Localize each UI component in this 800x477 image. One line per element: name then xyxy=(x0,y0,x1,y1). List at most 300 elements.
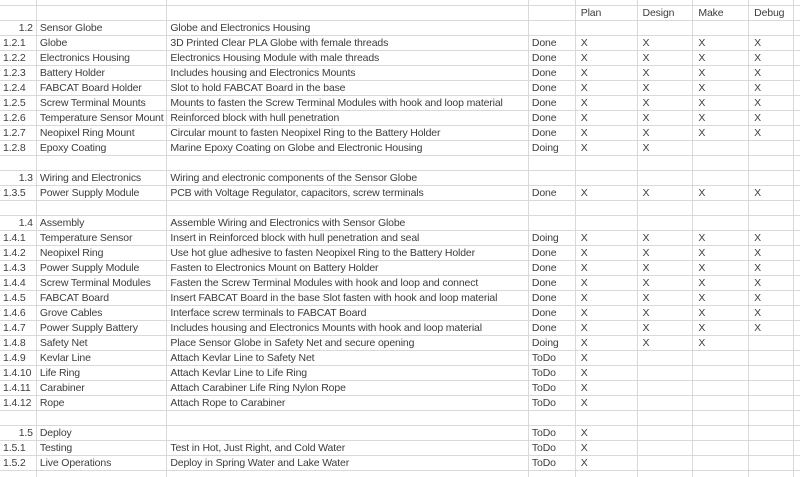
cell-description[interactable] xyxy=(167,411,529,426)
cell-design[interactable]: X xyxy=(638,66,694,81)
cell-description[interactable]: Insert FABCAT Board in the base Slot fasten with hook and loop material xyxy=(167,291,529,306)
cell-name[interactable]: Battery Holder xyxy=(37,66,168,81)
cell-description[interactable]: Interface screw terminals to FABCAT Board xyxy=(167,306,529,321)
cell-description[interactable] xyxy=(167,471,529,477)
cell-name[interactable]: Neopixel Ring xyxy=(37,246,168,261)
cell-debug[interactable]: X xyxy=(749,291,794,306)
cell-debug[interactable]: X xyxy=(749,261,794,276)
cell-status[interactable]: Doing xyxy=(529,336,576,351)
cell-name[interactable]: Sensor Globe xyxy=(37,21,168,36)
cell-name[interactable]: Kevlar Line xyxy=(37,351,168,366)
cell-filler xyxy=(794,21,800,36)
cell-description[interactable]: Attach Kevlar Line to Safety Net xyxy=(167,351,529,366)
sheet-row-1.4.7 xyxy=(0,321,800,336)
cell-name[interactable]: Life Ring xyxy=(37,366,168,381)
cell-name[interactable]: Wiring and Electronics xyxy=(37,171,168,186)
cell-design[interactable]: X xyxy=(638,261,694,276)
cell-filler xyxy=(794,396,800,411)
cell-status[interactable]: Done xyxy=(529,36,576,51)
sheet-body xyxy=(0,21,800,471)
cell-make[interactable] xyxy=(693,441,749,456)
cell-description[interactable] xyxy=(167,6,529,21)
cell-make[interactable] xyxy=(693,171,749,186)
cell-design[interactable]: X xyxy=(638,81,694,96)
cell-name[interactable] xyxy=(37,201,168,216)
cell-design[interactable]: X xyxy=(638,231,694,246)
cell-debug[interactable]: X xyxy=(749,306,794,321)
cell-plan[interactable]: X xyxy=(576,186,638,201)
cell-id[interactable]: 1.2 xyxy=(0,21,37,36)
sheet-row-1.5.1 xyxy=(0,441,800,456)
column-header-debug[interactable]: Debug xyxy=(749,6,794,21)
cell-name[interactable] xyxy=(37,471,168,477)
cell-description[interactable]: PCB with Voltage Regulator, capacitors, screw terminals xyxy=(167,186,529,201)
cell-make[interactable]: X xyxy=(693,81,749,96)
cell-name[interactable]: Deploy xyxy=(37,426,168,441)
cell-plan[interactable]: X xyxy=(576,426,638,441)
cell-design[interactable]: X xyxy=(638,291,694,306)
cell-filler xyxy=(794,6,800,21)
cell-filler xyxy=(794,186,800,201)
cell-make[interactable] xyxy=(693,351,749,366)
cell-status[interactable]: Done xyxy=(529,306,576,321)
cell-debug[interactable] xyxy=(749,426,794,441)
cell-id[interactable] xyxy=(0,6,37,21)
cell-design[interactable]: X xyxy=(638,36,694,51)
cell-plan[interactable]: X xyxy=(576,306,638,321)
cell-debug[interactable]: X xyxy=(749,276,794,291)
cell-filler xyxy=(794,276,800,291)
cell-description[interactable]: Place Sensor Globe in Safety Net and secure opening xyxy=(167,336,529,351)
cell-id[interactable]: 1.2.3 xyxy=(0,66,37,81)
cell-description[interactable] xyxy=(167,426,529,441)
cell-filler xyxy=(794,246,800,261)
cell-status[interactable] xyxy=(529,471,576,477)
cell-id[interactable]: 1.2.1 xyxy=(0,36,37,51)
cell-debug[interactable]: X xyxy=(749,36,794,51)
cell-id[interactable]: 1.2.2 xyxy=(0,51,37,66)
cell-name[interactable] xyxy=(37,6,168,21)
sheet-row-1.5 xyxy=(0,426,800,441)
sheet-row-1.2.6 xyxy=(0,111,800,126)
cell-status[interactable]: ToDo xyxy=(529,441,576,456)
cell-debug[interactable] xyxy=(749,441,794,456)
cell-make[interactable]: X xyxy=(693,306,749,321)
sheet-row-1.4.1 xyxy=(0,231,800,246)
cell-status[interactable]: Done xyxy=(529,246,576,261)
cell-plan[interactable]: X xyxy=(576,381,638,396)
cell-design[interactable] xyxy=(638,171,694,186)
cell-design[interactable] xyxy=(638,156,694,171)
cell-filler xyxy=(794,231,800,246)
cell-debug[interactable] xyxy=(749,381,794,396)
cell-make[interactable]: X xyxy=(693,66,749,81)
sheet-row-empty xyxy=(0,411,800,426)
cell-plan[interactable]: X xyxy=(576,321,638,336)
cell-filler xyxy=(794,111,800,126)
cell-id[interactable]: 1.4.11 xyxy=(0,381,37,396)
cell-id[interactable] xyxy=(0,156,37,171)
cell-design[interactable] xyxy=(638,351,694,366)
cell-status[interactable] xyxy=(529,216,576,231)
cell-status[interactable]: Done xyxy=(529,66,576,81)
cell-design[interactable] xyxy=(638,216,694,231)
partial-row-bottom xyxy=(0,471,800,477)
cell-make[interactable]: X xyxy=(693,111,749,126)
cell-make[interactable]: X xyxy=(693,36,749,51)
sheet-row-empty xyxy=(0,201,800,216)
sheet-row-1.2.8 xyxy=(0,141,800,156)
cell-description[interactable]: Assemble Wiring and Electronics with Sensor Globe xyxy=(167,216,529,231)
cell-id[interactable]: 1.2.8 xyxy=(0,141,37,156)
cell-debug[interactable]: X xyxy=(749,111,794,126)
cell-description[interactable]: 3D Printed Clear PLA Globe with female threads xyxy=(167,36,529,51)
cell-plan[interactable] xyxy=(576,156,638,171)
cell-design[interactable]: X xyxy=(638,306,694,321)
cell-id[interactable]: 1.4.6 xyxy=(0,306,37,321)
cell-debug[interactable] xyxy=(749,351,794,366)
cell-debug[interactable] xyxy=(749,171,794,186)
cell-description[interactable]: Slot to hold FABCAT Board in the base xyxy=(167,81,529,96)
cell-name[interactable]: Safety Net xyxy=(37,336,168,351)
cell-filler xyxy=(794,156,800,171)
cell-status[interactable]: Done xyxy=(529,81,576,96)
cell-name[interactable]: FABCAT Board xyxy=(37,291,168,306)
cell-debug[interactable] xyxy=(749,396,794,411)
cell-plan[interactable]: X xyxy=(576,81,638,96)
cell-id[interactable]: 1.5 xyxy=(0,426,37,441)
cell-design[interactable]: X xyxy=(638,246,694,261)
cell-description[interactable]: Attach Rope to Carabiner xyxy=(167,396,529,411)
cell-id[interactable]: 1.2.7 xyxy=(0,126,37,141)
cell-status[interactable]: Done xyxy=(529,111,576,126)
cell-make[interactable] xyxy=(693,456,749,471)
cell-name[interactable]: Electronics Housing xyxy=(37,51,168,66)
cell-id[interactable] xyxy=(0,471,37,477)
cell-description[interactable]: Includes housing and Electronics Mounts xyxy=(167,66,529,81)
cell-debug[interactable] xyxy=(749,366,794,381)
cell-status[interactable]: Done xyxy=(529,126,576,141)
cell-make[interactable]: X xyxy=(693,261,749,276)
cell-description[interactable]: Attach Kevlar Line to Life Ring xyxy=(167,366,529,381)
cell-plan[interactable]: X xyxy=(576,66,638,81)
cell-plan[interactable]: X xyxy=(576,141,638,156)
cell-description[interactable]: Circular mount to fasten Neopixel Ring to the Battery Holder xyxy=(167,126,529,141)
cell-design[interactable]: X xyxy=(638,126,694,141)
cell-make[interactable]: X xyxy=(693,51,749,66)
cell-filler xyxy=(794,216,800,231)
cell-status[interactable]: ToDo xyxy=(529,396,576,411)
cell-plan[interactable]: X xyxy=(576,51,638,66)
cell-make[interactable]: X xyxy=(693,96,749,111)
cell-make[interactable] xyxy=(693,396,749,411)
cell-debug[interactable]: X xyxy=(749,321,794,336)
cell-name[interactable]: Power Supply Battery xyxy=(37,321,168,336)
cell-debug[interactable]: X xyxy=(749,66,794,81)
cell-plan[interactable] xyxy=(576,21,638,36)
cell-plan[interactable] xyxy=(576,471,638,477)
cell-debug[interactable] xyxy=(749,141,794,156)
cell-status[interactable] xyxy=(529,21,576,36)
cell-plan[interactable]: X xyxy=(576,441,638,456)
cell-filler xyxy=(794,96,800,111)
cell-id[interactable]: 1.4.10 xyxy=(0,366,37,381)
cell-design[interactable] xyxy=(638,21,694,36)
cell-plan[interactable] xyxy=(576,201,638,216)
cell-status[interactable]: Done xyxy=(529,186,576,201)
cell-design[interactable]: X xyxy=(638,186,694,201)
cell-design[interactable]: X xyxy=(638,336,694,351)
cell-plan[interactable]: X xyxy=(576,336,638,351)
cell-make[interactable] xyxy=(693,156,749,171)
cell-status[interactable] xyxy=(529,411,576,426)
sheet-row-1.2.2 xyxy=(0,51,800,66)
cell-debug[interactable]: X xyxy=(749,246,794,261)
cell-debug[interactable] xyxy=(749,201,794,216)
cell-make[interactable] xyxy=(693,426,749,441)
cell-filler xyxy=(794,141,800,156)
cell-design[interactable] xyxy=(638,366,694,381)
cell-name[interactable]: Live Operations xyxy=(37,456,168,471)
cell-filler xyxy=(794,321,800,336)
cell-status[interactable]: ToDo xyxy=(529,456,576,471)
cell-plan[interactable]: X xyxy=(576,351,638,366)
cell-debug[interactable] xyxy=(749,471,794,477)
cell-description[interactable]: Attach Carabiner Life Ring Nylon Rope xyxy=(167,381,529,396)
cell-filler xyxy=(794,261,800,276)
cell-design[interactable]: X xyxy=(638,96,694,111)
column-header-make[interactable]: Make xyxy=(693,6,749,21)
cell-plan[interactable]: X xyxy=(576,231,638,246)
cell-status[interactable]: Doing xyxy=(529,141,576,156)
cell-design[interactable]: X xyxy=(638,141,694,156)
cell-description[interactable]: Marine Epoxy Coating on Globe and Electronic Housing xyxy=(167,141,529,156)
cell-status[interactable]: Done xyxy=(529,261,576,276)
cell-id[interactable]: 1.4.9 xyxy=(0,351,37,366)
cell-id[interactable]: 1.2.5 xyxy=(0,96,37,111)
cell-filler xyxy=(794,81,800,96)
column-header-plan[interactable]: Plan xyxy=(576,6,638,21)
cell-plan[interactable] xyxy=(576,411,638,426)
cell-make[interactable] xyxy=(693,201,749,216)
cell-status[interactable] xyxy=(529,6,576,21)
cell-make[interactable]: X xyxy=(693,321,749,336)
cell-plan[interactable]: X xyxy=(576,366,638,381)
cell-design[interactable] xyxy=(638,201,694,216)
cell-debug[interactable] xyxy=(749,456,794,471)
cell-id[interactable]: 1.4.5 xyxy=(0,291,37,306)
cell-debug[interactable] xyxy=(749,336,794,351)
cell-debug[interactable]: X xyxy=(749,231,794,246)
cell-debug[interactable]: X xyxy=(749,126,794,141)
cell-filler xyxy=(794,36,800,51)
cell-debug[interactable] xyxy=(749,216,794,231)
cell-name[interactable]: Globe xyxy=(37,36,168,51)
cell-status[interactable]: ToDo xyxy=(529,426,576,441)
cell-description[interactable] xyxy=(167,201,529,216)
cell-filler xyxy=(794,291,800,306)
cell-status[interactable]: Done xyxy=(529,291,576,306)
cell-make[interactable] xyxy=(693,381,749,396)
cell-id[interactable]: 1.3.5 xyxy=(0,186,37,201)
cell-status[interactable]: Done xyxy=(529,96,576,111)
cell-id[interactable]: 1.5.1 xyxy=(0,441,37,456)
cell-description[interactable] xyxy=(167,156,529,171)
cell-name[interactable]: Assembly xyxy=(37,216,168,231)
cell-make[interactable]: X xyxy=(693,291,749,306)
cell-debug[interactable] xyxy=(749,411,794,426)
cell-name[interactable]: Testing xyxy=(37,441,168,456)
cell-make[interactable]: X xyxy=(693,126,749,141)
cell-status[interactable]: Doing xyxy=(529,231,576,246)
cell-design[interactable] xyxy=(638,441,694,456)
cell-make[interactable] xyxy=(693,141,749,156)
cell-status[interactable]: ToDo xyxy=(529,381,576,396)
cell-name[interactable]: Epoxy Coating xyxy=(37,141,168,156)
cell-make[interactable]: X xyxy=(693,186,749,201)
cell-plan[interactable]: X xyxy=(576,261,638,276)
cell-filler xyxy=(794,426,800,441)
cell-design[interactable] xyxy=(638,426,694,441)
cell-name[interactable]: Carabiner xyxy=(37,381,168,396)
cell-id[interactable]: 1.3 xyxy=(0,171,37,186)
cell-name[interactable]: Temperature Sensor Mount xyxy=(37,111,168,126)
sheet-row-1.2.4 xyxy=(0,81,800,96)
cell-description[interactable]: Insert in Reinforced block with hull penetration and seal xyxy=(167,231,529,246)
cell-description[interactable]: Wiring and electronic components of the Sensor Globe xyxy=(167,171,529,186)
cell-status[interactable]: Done xyxy=(529,321,576,336)
cell-description[interactable]: Fasten to Electronics Mount on Battery Holder xyxy=(167,261,529,276)
cell-design[interactable]: X xyxy=(638,111,694,126)
cell-name[interactable] xyxy=(37,156,168,171)
cell-plan[interactable]: X xyxy=(576,246,638,261)
cell-make[interactable]: X xyxy=(693,231,749,246)
cell-status[interactable] xyxy=(529,171,576,186)
sheet-row-1.4.10 xyxy=(0,366,800,381)
cell-plan[interactable]: X xyxy=(576,291,638,306)
cell-id[interactable]: 1.4.4 xyxy=(0,276,37,291)
cell-filler xyxy=(794,411,800,426)
cell-design[interactable]: X xyxy=(638,321,694,336)
cell-design[interactable] xyxy=(638,411,694,426)
cell-debug[interactable]: X xyxy=(749,51,794,66)
cell-description[interactable]: Test in Hot, Just Right, and Cold Water xyxy=(167,441,529,456)
cell-debug[interactable]: X xyxy=(749,186,794,201)
cell-filler xyxy=(794,336,800,351)
cell-name[interactable]: Temperature Sensor xyxy=(37,231,168,246)
cell-make[interactable]: X xyxy=(693,276,749,291)
cell-id[interactable]: 1.4.8 xyxy=(0,336,37,351)
sheet-row-1.5.2 xyxy=(0,456,800,471)
cell-id[interactable] xyxy=(0,201,37,216)
cell-name[interactable]: FABCAT Board Holder xyxy=(37,81,168,96)
header-row xyxy=(0,6,800,21)
cell-filler xyxy=(794,381,800,396)
cell-debug[interactable]: X xyxy=(749,81,794,96)
sheet-row-1.2.5 xyxy=(0,96,800,111)
cell-design[interactable] xyxy=(638,456,694,471)
cell-debug[interactable]: X xyxy=(749,96,794,111)
cell-status[interactable]: Done xyxy=(529,276,576,291)
cell-status[interactable]: Done xyxy=(529,51,576,66)
cell-name[interactable]: Grove Cables xyxy=(37,306,168,321)
cell-make[interactable] xyxy=(693,411,749,426)
sheet-row-1.2.3 xyxy=(0,66,800,81)
cell-filler xyxy=(794,171,800,186)
cell-name[interactable]: Screw Terminal Mounts xyxy=(37,96,168,111)
cell-make[interactable] xyxy=(693,366,749,381)
cell-design[interactable] xyxy=(638,471,694,477)
cell-plan[interactable]: X xyxy=(576,36,638,51)
cell-plan[interactable]: X xyxy=(576,96,638,111)
cell-id[interactable]: 1.4.2 xyxy=(0,246,37,261)
cell-design[interactable]: X xyxy=(638,276,694,291)
cell-description[interactable]: Electronics Housing Module with male threads xyxy=(167,51,529,66)
sheet-row-1.4.12 xyxy=(0,396,800,411)
cell-id[interactable]: 1.4.1 xyxy=(0,231,37,246)
cell-id[interactable]: 1.4.3 xyxy=(0,261,37,276)
cell-name[interactable]: Rope xyxy=(37,396,168,411)
cell-id[interactable]: 1.2.6 xyxy=(0,111,37,126)
cell-status[interactable]: ToDo xyxy=(529,351,576,366)
cell-id[interactable]: 1.4 xyxy=(0,216,37,231)
column-header-design[interactable]: Design xyxy=(638,6,694,21)
cell-description[interactable]: Deploy in Spring Water and Lake Water xyxy=(167,456,529,471)
cell-plan[interactable] xyxy=(576,216,638,231)
cell-make[interactable]: X xyxy=(693,246,749,261)
cell-id[interactable]: 1.4.12 xyxy=(0,396,37,411)
cell-make[interactable]: X xyxy=(693,336,749,351)
cell-name[interactable] xyxy=(37,411,168,426)
cell-status[interactable] xyxy=(529,156,576,171)
cell-design[interactable]: X xyxy=(638,51,694,66)
cell-debug[interactable] xyxy=(749,21,794,36)
cell-plan[interactable]: X xyxy=(576,111,638,126)
cell-debug[interactable] xyxy=(749,156,794,171)
cell-description[interactable]: Fasten the Screw Terminal Modules with hook and loop and connect xyxy=(167,276,529,291)
cell-description[interactable]: Use hot glue adhesive to fasten Neopixel Ring to the Battery Holder xyxy=(167,246,529,261)
cell-plan[interactable]: X xyxy=(576,276,638,291)
sheet-row-1.4.6 xyxy=(0,306,800,321)
cell-name[interactable]: Power Supply Module xyxy=(37,261,168,276)
cell-plan[interactable]: X xyxy=(576,396,638,411)
cell-name[interactable]: Power Supply Module xyxy=(37,186,168,201)
cell-id[interactable]: 1.2.4 xyxy=(0,81,37,96)
cell-plan[interactable] xyxy=(576,171,638,186)
cell-status[interactable]: ToDo xyxy=(529,366,576,381)
cell-plan[interactable]: X xyxy=(576,456,638,471)
cell-description[interactable]: Globe and Electronics Housing xyxy=(167,21,529,36)
cell-description[interactable]: Includes housing and Electronics Mounts with hook and loop material xyxy=(167,321,529,336)
cell-name[interactable]: Neopixel Ring Mount xyxy=(37,126,168,141)
cell-make[interactable] xyxy=(693,471,749,477)
cell-id[interactable]: 1.4.7 xyxy=(0,321,37,336)
sheet-row-1.4.5 xyxy=(0,291,800,306)
cell-description[interactable]: Reinforced block with hull penetration xyxy=(167,111,529,126)
cell-plan[interactable]: X xyxy=(576,126,638,141)
cell-id[interactable] xyxy=(0,411,37,426)
cell-design[interactable] xyxy=(638,381,694,396)
cell-id[interactable]: 1.5.2 xyxy=(0,456,37,471)
cell-design[interactable] xyxy=(638,396,694,411)
sheet-row-1.4.2 xyxy=(0,246,800,261)
cell-make[interactable] xyxy=(693,216,749,231)
cell-filler xyxy=(794,366,800,381)
cell-status[interactable] xyxy=(529,201,576,216)
cell-name[interactable]: Screw Terminal Modules xyxy=(37,276,168,291)
cell-description[interactable]: Mounts to fasten the Screw Terminal Modules with hook and loop material xyxy=(167,96,529,111)
cell-make[interactable] xyxy=(693,21,749,36)
